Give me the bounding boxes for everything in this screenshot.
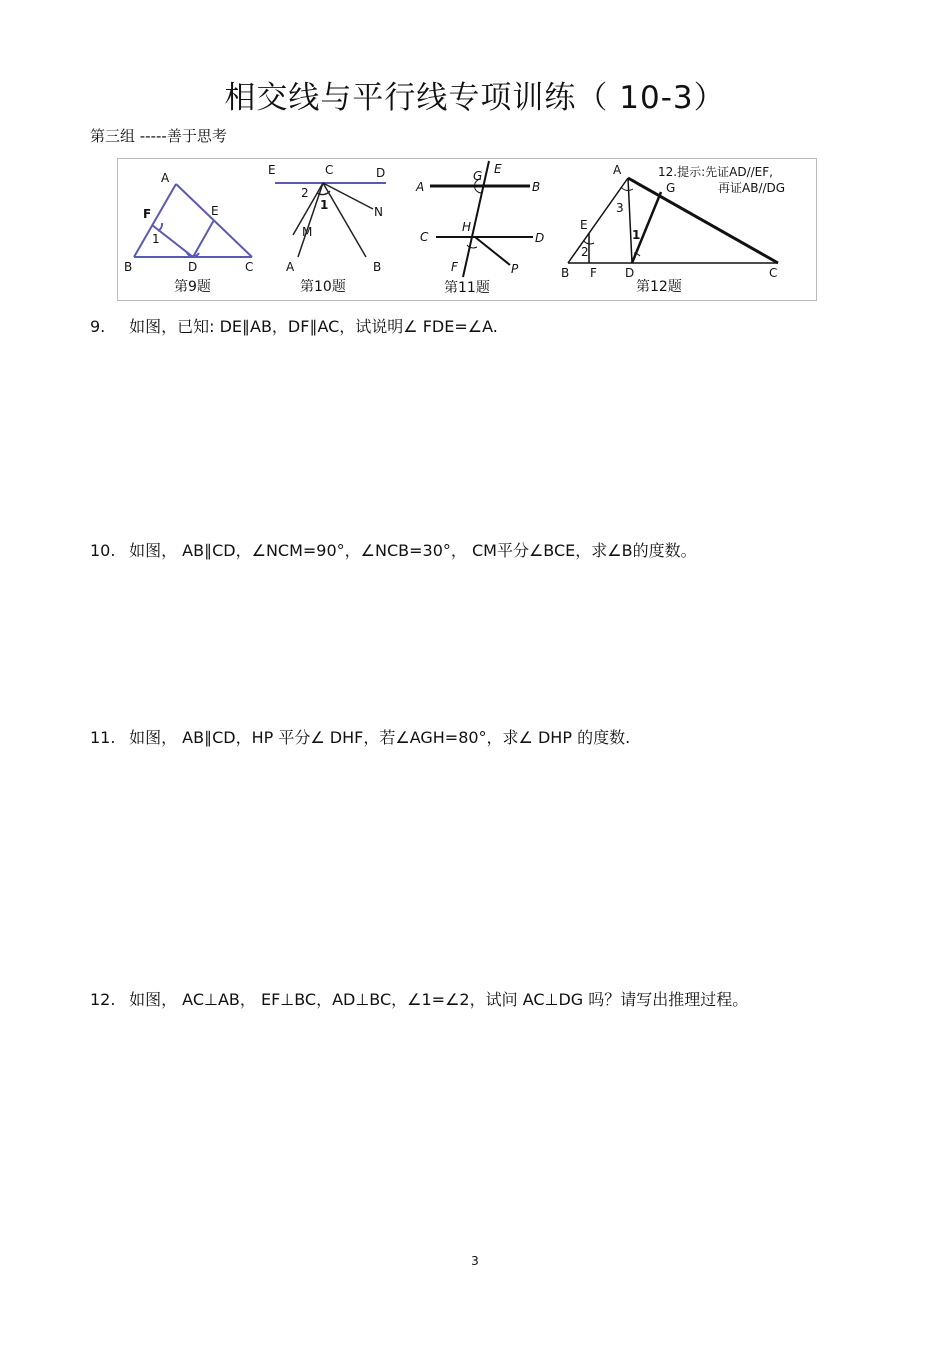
fig11-line-hp: [475, 237, 510, 265]
fig10-label-e: E: [268, 163, 276, 177]
fig12-hint-line1: 12.提示:先证AD//EF,: [658, 165, 773, 179]
question-11-number: 11.: [90, 728, 116, 747]
fig9-label-d: D: [188, 260, 198, 274]
figures-panel: [117, 158, 817, 301]
question-11: [90, 725, 630, 748]
fig12-label-1: 1: [632, 228, 641, 242]
fig11-label-f: F: [451, 260, 458, 274]
fig10-caption: 第10题: [300, 279, 346, 295]
fig9-line-de: [193, 220, 214, 257]
fig12-label-e: E: [580, 218, 588, 232]
fig10-label-m: M: [302, 225, 313, 239]
fig12-hint-line2: 再证AB//DG: [718, 181, 786, 195]
fig12-label-g: G: [666, 181, 676, 195]
fig12-caption: 第12题: [636, 279, 682, 295]
fig12-angle-3-arc: [621, 187, 633, 190]
fig9-label-b: B: [124, 260, 133, 274]
fig9-line-ba: [134, 184, 176, 257]
question-9: [90, 314, 498, 337]
fig11-label-b: B: [532, 180, 541, 194]
fig11-label-h: H: [462, 220, 472, 234]
page-number: 3: [471, 1254, 479, 1268]
fig9-caption: 第9题: [174, 279, 211, 295]
fig12-line-ba: [568, 178, 628, 263]
fig11-label-p: P: [511, 262, 519, 276]
figure-10: [268, 163, 386, 295]
question-10: [90, 538, 697, 561]
figure-12: [561, 163, 785, 295]
fig11-label-g: G: [473, 169, 483, 183]
fig9-label-1: 1: [152, 232, 160, 246]
question-10-text: 如图， AB∥CD，∠NCM=90°，∠NCB=30°， CM平分∠BCE，求∠B的度数。: [129, 541, 697, 560]
fig11-label-d: D: [535, 231, 545, 245]
fig12-label-3: 3: [616, 201, 624, 215]
fig10-label-d: D: [376, 166, 386, 180]
fig11-label-e: E: [494, 162, 502, 176]
question-9-number: 9.: [90, 317, 106, 336]
question-12: [90, 987, 748, 1010]
question-12-text: 如图， AC⊥AB， EF⊥BC，AD⊥BC，∠1=∠2，试问 AC⊥DG 吗？请写出推理过程。: [129, 990, 749, 1009]
page-title: 相交线与平行线专项训练（ 10-3）: [224, 80, 726, 116]
fig12-label-b: B: [561, 266, 570, 280]
section-subtitle: 第三组 -----善于思考: [90, 127, 227, 145]
fig9-label-f: F: [143, 207, 152, 221]
figure-11: [415, 161, 544, 296]
fig10-label-n: N: [374, 205, 383, 219]
fig9-label-c: C: [245, 260, 254, 274]
figures-svg: [118, 159, 816, 300]
fig10-label-c: C: [325, 163, 334, 177]
question-11-text: 如图， AB∥CD，HP 平分∠ DHF，若∠AGH=80°，求∠ DHP 的度数.: [129, 728, 631, 747]
fig10-label-2: 2: [301, 186, 309, 200]
fig10-label-b: B: [373, 260, 382, 274]
fig12-label-f: F: [590, 266, 597, 280]
fig12-label-a: A: [613, 163, 622, 177]
question-9-text: 如图，已知: DE∥AB，DF∥AC，试说明∠ FDE=∠A.: [129, 317, 498, 336]
fig11-label-c: C: [420, 230, 429, 244]
fig11-angle-h-arc: [467, 245, 477, 248]
fig12-label-d: D: [625, 266, 635, 280]
fig9-label-e: E: [211, 204, 219, 218]
fig9-angle-1-arc: [158, 223, 162, 231]
question-10-number: 10.: [90, 541, 116, 560]
fig12-label-c: C: [769, 266, 778, 280]
fig11-label-a: A: [416, 180, 425, 194]
question-12-number: 12.: [90, 990, 116, 1009]
fig10-label-a: A: [286, 260, 295, 274]
figure-9: [124, 171, 253, 295]
fig10-label-1: 1: [320, 198, 329, 212]
fig12-label-2: 2: [581, 245, 589, 259]
fig11-caption: 第11题: [444, 280, 490, 296]
fig9-label-a: A: [161, 171, 170, 185]
